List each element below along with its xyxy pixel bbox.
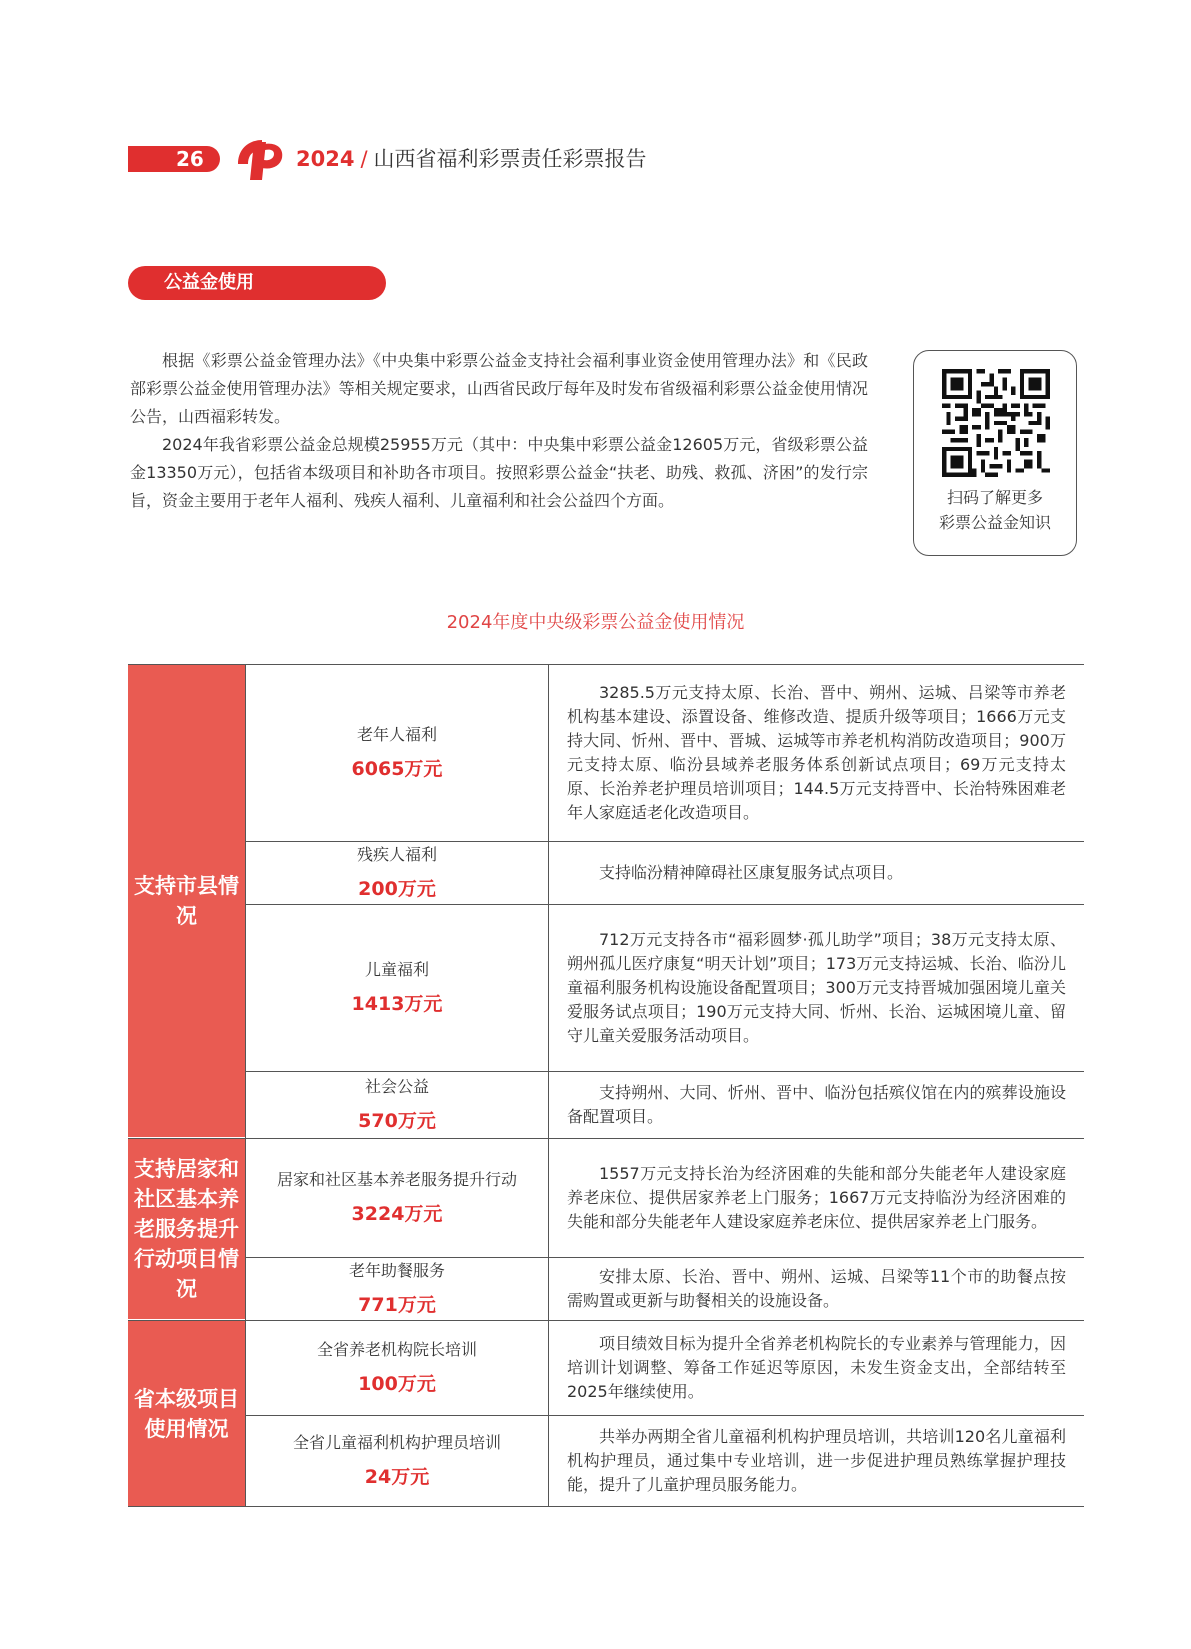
item-name-cell xyxy=(245,1258,549,1320)
item-name: 全省养老机构院长培训 xyxy=(316,1340,477,1359)
item-description xyxy=(549,1139,1084,1257)
title-separator: / xyxy=(360,147,368,171)
table-row xyxy=(245,1416,1084,1506)
item-name-cell xyxy=(245,1139,549,1257)
item-description xyxy=(549,1258,1084,1320)
item-name: 全省儿童福利机构护理员培训 xyxy=(292,1433,501,1452)
item-name-cell xyxy=(245,842,549,904)
table-row xyxy=(245,665,1084,842)
table-row xyxy=(245,905,1084,1072)
table-group xyxy=(128,1321,1084,1507)
table-row xyxy=(245,1072,1084,1138)
qr-code-card xyxy=(913,350,1077,556)
item-description-text: 共举办两期全省儿童福利机构护理员培训，共培训120名儿童福利机构护理员，通过集中专业培训，进一步促进护理员熟练掌握护理技能，提升了儿童护理员服务能力。 xyxy=(567,1427,1066,1494)
item-name: 社会公益 xyxy=(364,1077,429,1096)
page-header xyxy=(0,0,1191,200)
item-name: 老年人福利 xyxy=(356,725,437,744)
item-name-cell xyxy=(245,1321,549,1415)
funds-usage-table xyxy=(128,664,1084,1507)
group-items xyxy=(245,665,1084,1138)
qr-caption xyxy=(914,485,1076,535)
qr-code-icon[interactable] xyxy=(942,369,1050,477)
item-name-cell xyxy=(245,1416,549,1506)
item-name: 残疾人福利 xyxy=(356,845,437,864)
item-amount: 200万元 xyxy=(358,878,436,900)
table-group xyxy=(128,1139,1084,1321)
item-description-text: 支持临汾精神障碍社区康复服务试点项目。 xyxy=(599,863,904,882)
item-description xyxy=(549,842,1084,904)
item-amount: 570万元 xyxy=(358,1110,436,1132)
category-cell: 省本级项目使用情况 xyxy=(128,1321,245,1506)
group-items xyxy=(245,1139,1084,1320)
category-cell: 支持居家和社区基本养老服务提升行动项目情况 xyxy=(128,1139,245,1320)
category-cell: 支持市县情况 xyxy=(128,665,245,1138)
table-row xyxy=(245,1321,1084,1416)
item-amount: 6065万元 xyxy=(351,758,443,780)
item-amount: 3224万元 xyxy=(351,1203,443,1225)
item-description xyxy=(549,1416,1084,1506)
item-name-cell xyxy=(245,905,549,1071)
item-name: 儿童福利 xyxy=(364,960,429,979)
qr-caption-line: 扫码了解更多 xyxy=(946,488,1043,507)
item-amount: 24万元 xyxy=(364,1466,430,1488)
item-name-cell xyxy=(245,1072,549,1138)
intro-paragraph: 根据《彩票公益金管理办法》《中央集中彩票公益金支持社会福利事业资金使用管理办法》和《民政部彩票公益金使用管理办法》等相关规定要求，山西省民政厅每年及时发布省级福利彩票公益金使用情况公告，山西福彩转发。 xyxy=(130,351,868,426)
intro-text xyxy=(130,347,868,515)
item-description-text: 3285.5万元支持太原、长治、晋中、朔州、运城、吕梁等市养老机构基本建设、添置设备、维修改造、提质升级等项目；1666万元支持大同、忻州、晋中、晋城、运城等市养老机构消防改造项目；900万元支持太原、临汾县域养老服务体系创新试点项目；69万元支持太原、长治养老护理员培训项目；144.5万元支持晋中、长治特殊困难老年人家庭适老化改造项目。 xyxy=(567,683,1066,822)
report-name: 山西省福利彩票责任彩票报告 xyxy=(373,147,647,171)
section-heading: 公益金使用 xyxy=(128,266,386,300)
item-description-text: 712万元支持各市“福彩圆梦·孤儿助学”项目；38万元支持太原、朔州孤儿医疗康复“明天计划”项目；173万元支持运城、长治、临汾儿童福利服务机构设施设备配置项目；300万元支持晋城加强困境儿童关爱服务试点项目；190万元支持大同、忻州、长治、运城困境儿童、留守儿童关爱服务活动项目。 xyxy=(567,930,1066,1045)
item-description-text: 1557万元支持长治为经济困难的失能和部分失能老年人建设家庭养老床位、提供居家养老上门服务；1667万元支持临汾为经济困难的失能和部分失能老年人建设家庭养老床位、提供居家养老上门服务。 xyxy=(567,1164,1066,1231)
item-description xyxy=(549,665,1084,841)
item-amount: 100万元 xyxy=(358,1373,436,1395)
item-description xyxy=(549,905,1084,1071)
table-row xyxy=(245,842,1084,905)
item-name-cell xyxy=(245,665,549,841)
report-year: 2024 xyxy=(296,147,355,171)
item-description-text: 安排太原、长治、晋中、朔州、运城、吕梁等11个市的助餐点按需购置或更新与助餐相关的设施设备。 xyxy=(567,1267,1066,1310)
welfare-lottery-logo-icon xyxy=(232,134,286,182)
table-group xyxy=(128,665,1084,1139)
intro-paragraph: 2024年我省彩票公益金总规模25955万元（其中：中央集中彩票公益金12605万元，省级彩票公益金13350万元），包括省本级项目和补助各市项目。按照彩票公益金“扶老、助残、救孤、济困”的发行宗旨，资金主要用于老年人福利、残疾人福利、儿童福利和社会公益四个方面。 xyxy=(130,435,868,510)
table-title: 2024年度中央级彩票公益金使用情况 xyxy=(446,612,745,633)
item-amount: 771万元 xyxy=(358,1294,436,1316)
item-description xyxy=(549,1321,1084,1415)
item-description-text: 项目绩效目标为提升全省养老机构院长的专业素养与管理能力，因培训计划调整、筹备工作延迟等原因，未发生资金支出，全部结转至2025年继续使用。 xyxy=(567,1334,1066,1401)
item-amount: 1413万元 xyxy=(351,993,443,1015)
item-description-text: 支持朔州、大同、忻州、晋中、临汾包括殡仪馆在内的殡葬设施设备配置项目。 xyxy=(567,1083,1066,1126)
qr-caption-line: 彩票公益金知识 xyxy=(938,513,1051,532)
table-row xyxy=(245,1139,1084,1258)
table-row xyxy=(245,1258,1084,1320)
group-items xyxy=(245,1321,1084,1506)
item-description xyxy=(549,1072,1084,1138)
item-name: 老年助餐服务 xyxy=(348,1261,445,1280)
report-title xyxy=(296,145,647,173)
item-name: 居家和社区基本养老服务提升行动 xyxy=(276,1170,517,1189)
page-number: 26 xyxy=(128,146,220,172)
